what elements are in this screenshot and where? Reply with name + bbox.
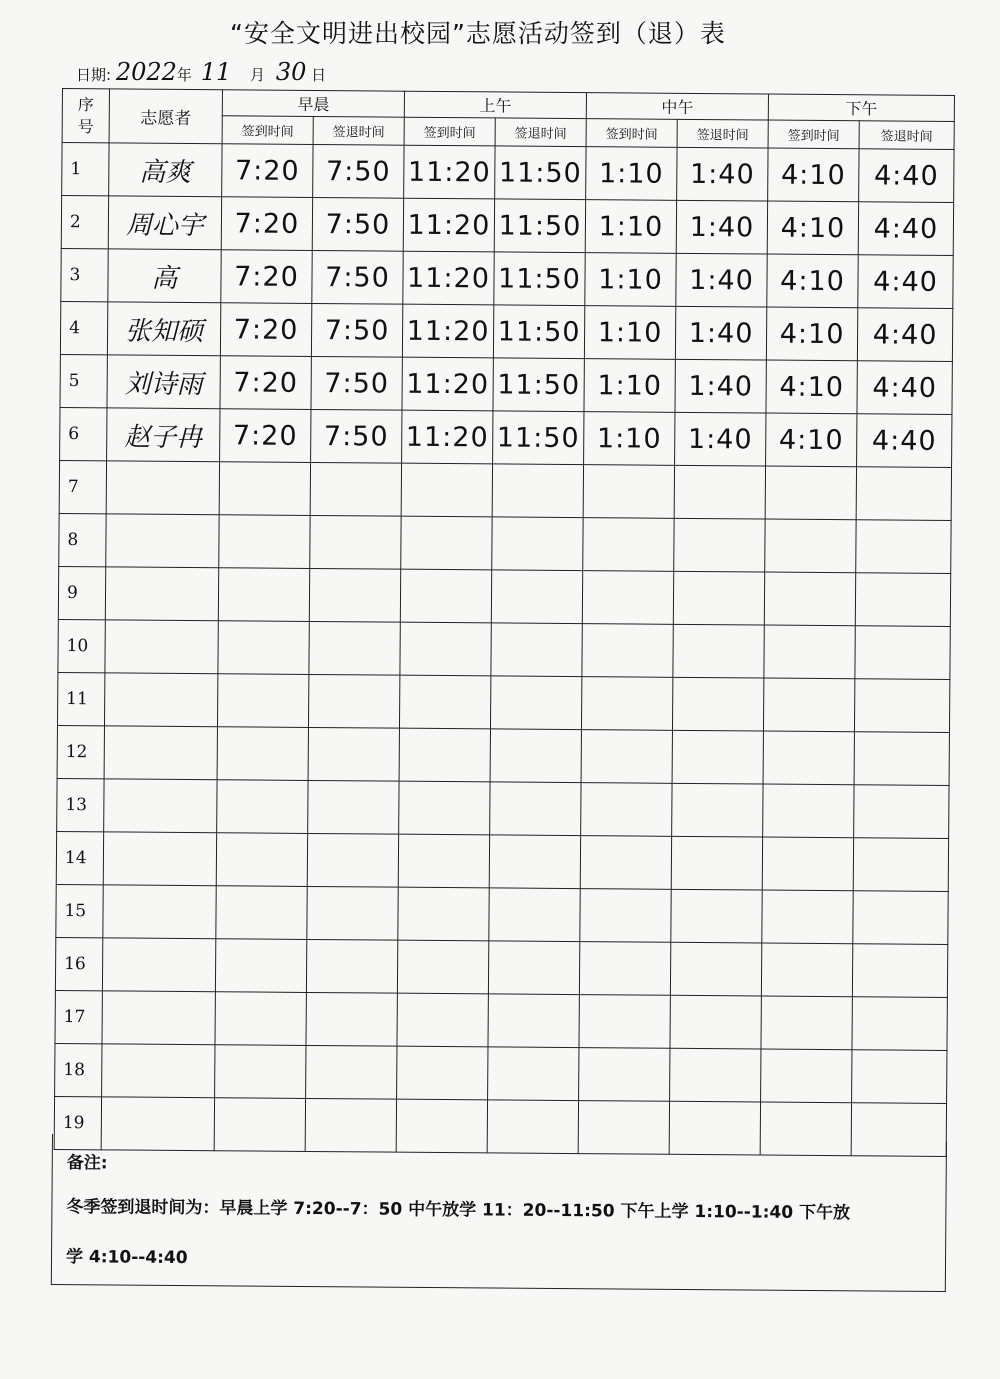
sign-out-time-cell: 4:40 <box>857 308 952 362</box>
sign-in-time-cell: 4:10 <box>768 148 859 202</box>
table-row <box>59 513 951 573</box>
date-label: 日期: <box>76 66 112 84</box>
sign-in-time-cell <box>398 887 489 941</box>
sign-in-time-cell: 7:20 <box>221 197 312 251</box>
volunteer-name <box>105 620 218 674</box>
month-label: 月 <box>250 66 266 84</box>
sign-out-time-cell: 7:50 <box>313 144 404 198</box>
remarks-line-2: 学 4:10--4:40 <box>65 1247 188 1269</box>
sign-out-time-cell <box>854 732 949 786</box>
row-number: 9 <box>58 566 105 619</box>
sign-out-time-cell <box>854 785 949 839</box>
sign-in-time-cell <box>581 783 672 837</box>
row-number: 7 <box>59 460 106 513</box>
table-row <box>56 884 948 944</box>
sign-out-time-cell <box>308 674 399 728</box>
volunteer-name <box>102 938 215 992</box>
sign-out-time-cell <box>670 942 761 996</box>
sign-in-time-cell <box>761 996 852 1050</box>
table-row <box>62 143 954 203</box>
row-number: 12 <box>57 725 104 778</box>
table-row <box>57 725 949 785</box>
sign-in-time-cell <box>215 939 306 993</box>
sign-out-time-cell <box>674 518 765 572</box>
sign-out-time-cell <box>488 994 579 1048</box>
sign-in-time-cell <box>216 886 307 940</box>
sign-in-time-cell: 1:10 <box>584 359 675 413</box>
sign-in-time-cell <box>762 890 853 944</box>
remarks-line-1: 冬季签到退时间为：早晨上学 7:20--7：50 中午放学 11：20--11:50 下午上学 1:10--1:40 下午放 <box>66 1197 851 1224</box>
sign-out-time-cell: 1:40 <box>676 253 767 307</box>
sign-in-time-cell: 11:20 <box>403 251 494 305</box>
sign-in-time-header: 签到时间 <box>222 116 313 145</box>
date-day: 30 <box>275 58 307 86</box>
table-row <box>58 619 950 679</box>
sign-in-time-cell <box>764 625 855 679</box>
sign-in-time-cell <box>763 784 854 838</box>
sign-in-time-cell <box>400 622 491 676</box>
volunteer-name: 高爽 <box>109 143 222 197</box>
sign-out-time-cell <box>492 517 583 571</box>
sign-in-time-cell: 11:20 <box>404 145 495 199</box>
sign-out-time-cell <box>671 889 762 943</box>
sign-out-time-cell <box>489 888 580 942</box>
sign-out-time-cell <box>853 838 948 892</box>
table-body <box>54 143 954 1157</box>
volunteer-name <box>104 726 217 780</box>
table-row <box>58 566 950 626</box>
volunteer-name <box>103 832 216 886</box>
sign-out-time-cell: 1:40 <box>675 412 766 466</box>
sign-in-time-cell: 11:20 <box>403 198 494 252</box>
sign-out-time-cell <box>855 626 950 680</box>
sign-out-time-header: 签退时间 <box>859 121 954 150</box>
sign-in-time-cell <box>217 727 308 781</box>
volunteer-name <box>106 461 219 515</box>
table-row <box>61 248 953 308</box>
sign-in-time-cell <box>761 943 852 997</box>
date-line <box>76 58 326 90</box>
period-header-noon: 中午 <box>586 93 768 120</box>
sign-in-time-cell: 1:10 <box>584 306 675 360</box>
sign-out-time-cell: 4:40 <box>857 414 952 468</box>
sign-in-time-cell <box>765 519 856 573</box>
sign-in-time-cell <box>582 677 673 731</box>
sign-out-time-cell <box>855 573 950 627</box>
sign-in-time-cell <box>215 992 306 1046</box>
row-number: 17 <box>55 990 102 1043</box>
sign-out-time-cell: 7:50 <box>311 356 402 410</box>
table-row <box>57 778 949 838</box>
sign-out-time-cell <box>490 782 581 836</box>
sign-in-time-cell <box>401 463 492 517</box>
sign-out-time-header: 签退时间 <box>677 119 768 148</box>
sign-in-time-cell <box>216 833 307 887</box>
sign-in-time-cell <box>580 889 671 943</box>
sign-in-time-cell <box>765 466 856 520</box>
table-row <box>55 1043 947 1103</box>
sign-out-time-cell <box>670 1048 761 1102</box>
sign-out-time-cell <box>674 465 765 519</box>
sign-in-time-cell: 4:10 <box>766 360 857 414</box>
table-row <box>55 990 947 1050</box>
row-number: 18 <box>55 1043 102 1096</box>
sign-out-time-cell: 11:50 <box>493 305 584 359</box>
sign-in-time-cell: 1:10 <box>585 253 676 307</box>
row-number: 5 <box>60 354 107 407</box>
sign-in-time-cell: 7:20 <box>220 303 311 357</box>
sign-out-time-cell <box>852 997 947 1051</box>
sign-in-time-cell <box>762 837 853 891</box>
sign-in-time-cell <box>217 780 308 834</box>
page-title: “安全文明进出校园”志愿活动签到（退）表 <box>230 19 726 48</box>
sign-in-table <box>54 88 955 1157</box>
sign-out-time-cell: 1:40 <box>677 147 768 201</box>
sign-in-time-header: 签到时间 <box>768 120 859 149</box>
sign-in-time-cell <box>215 1045 306 1099</box>
row-number: 16 <box>55 937 102 990</box>
sign-out-time-cell <box>488 941 579 995</box>
row-number: 8 <box>59 513 106 566</box>
row-number: 6 <box>60 407 107 460</box>
sign-out-time-cell <box>673 677 764 731</box>
sign-in-time-cell <box>217 674 308 728</box>
sign-out-time-cell: 11:50 <box>493 411 584 465</box>
date-year: 2022 <box>115 58 177 86</box>
sign-in-time-cell <box>219 462 310 516</box>
sign-in-time-cell <box>764 678 855 732</box>
remarks-label: 备注: <box>66 1153 108 1174</box>
sign-out-time-cell <box>856 520 951 574</box>
table-row <box>60 354 952 414</box>
sign-out-time-cell: 1:40 <box>675 359 766 413</box>
row-number: 11 <box>57 672 104 725</box>
period-header-afternoon: 下午 <box>768 94 954 121</box>
sign-in-time-cell <box>218 568 309 622</box>
sign-in-time-header: 签到时间 <box>404 117 495 146</box>
sign-in-time-cell: 4:10 <box>766 307 857 361</box>
sign-out-time-cell <box>488 1047 579 1101</box>
sign-out-time-cell <box>308 727 399 781</box>
sign-out-time-cell <box>308 780 399 834</box>
row-number: 15 <box>56 884 103 937</box>
sign-out-time-cell: 7:50 <box>311 409 402 463</box>
sign-in-time-cell <box>579 995 670 1049</box>
table-row <box>61 196 953 256</box>
sign-out-time-cell: 4:40 <box>858 202 953 256</box>
sign-out-time-cell: 7:50 <box>312 197 403 251</box>
sign-out-time-cell <box>489 835 580 889</box>
sign-in-time-cell <box>399 728 490 782</box>
row-number: 1 <box>62 143 109 196</box>
sign-out-time-cell <box>673 571 764 625</box>
sign-in-time-cell <box>579 1048 670 1102</box>
sign-out-time-cell <box>307 886 398 940</box>
row-number: 3 <box>61 248 108 301</box>
sign-in-time-cell: 4:10 <box>767 254 858 308</box>
volunteer-name <box>104 779 217 833</box>
sign-out-time-cell: 7:50 <box>311 303 402 357</box>
volunteer-name: 张知硕 <box>107 302 220 356</box>
table-row <box>56 831 948 891</box>
sign-in-time-cell <box>219 515 310 569</box>
sign-out-time-cell <box>306 1045 397 1099</box>
table-row <box>60 407 952 467</box>
row-number: 14 <box>56 831 103 884</box>
sign-out-time-cell <box>491 623 582 677</box>
sign-out-time-cell <box>672 783 763 837</box>
volunteer-name <box>102 991 215 1045</box>
sign-out-time-cell <box>853 891 948 945</box>
sign-in-time-cell <box>581 730 672 784</box>
sign-out-time-cell <box>492 464 583 518</box>
sign-out-time-header: 签退时间 <box>313 116 404 145</box>
date-month: 11 <box>200 58 232 86</box>
sign-in-time-cell: 11:20 <box>402 357 493 411</box>
sign-in-time-cell <box>397 1046 488 1100</box>
sign-in-time-cell <box>579 942 670 996</box>
table-row <box>55 937 947 997</box>
sign-out-time-cell: 1:40 <box>676 200 767 254</box>
sign-in-time-cell <box>218 621 309 675</box>
table-row <box>59 460 951 520</box>
volunteer-name <box>102 1044 215 1098</box>
sign-in-time-cell: 11:20 <box>402 410 493 464</box>
sign-in-time-cell: 1:10 <box>585 200 676 254</box>
sign-in-time-cell: 7:20 <box>221 250 312 304</box>
sign-out-time-cell: 11:50 <box>494 252 585 306</box>
row-number: 2 <box>61 196 108 249</box>
sign-in-time-cell: 1:10 <box>586 147 677 201</box>
volunteer-name <box>106 514 219 568</box>
sign-out-time-cell <box>852 1050 947 1104</box>
sign-out-time-cell: 4:40 <box>859 149 954 203</box>
sign-out-time-cell <box>491 570 582 624</box>
volunteer-name <box>104 673 217 727</box>
sign-out-time-cell <box>671 836 762 890</box>
sign-out-time-cell <box>307 833 398 887</box>
sign-out-time-cell <box>306 992 397 1046</box>
sign-in-time-cell <box>399 781 490 835</box>
sign-in-time-cell <box>582 624 673 678</box>
sign-in-time-cell: 4:10 <box>767 201 858 255</box>
volunteer-name: 高 <box>108 249 221 303</box>
sign-in-time-cell <box>400 569 491 623</box>
row-number: 19 <box>54 1096 101 1149</box>
sign-out-time-cell: 4:40 <box>857 361 952 415</box>
period-header-morning: 早晨 <box>222 90 404 117</box>
volunteer-name: 刘诗雨 <box>107 355 220 409</box>
sign-in-time-cell <box>761 1049 852 1103</box>
sign-in-time-cell <box>397 993 488 1047</box>
sign-in-time-cell <box>583 518 674 572</box>
sign-in-time-cell: 11:20 <box>402 304 493 358</box>
volunteer-name: 周心宇 <box>108 196 221 250</box>
sign-in-time-cell <box>763 731 854 785</box>
sign-out-time-cell: 11:50 <box>494 199 585 253</box>
table-row <box>60 301 952 361</box>
sign-out-time-cell <box>490 729 581 783</box>
row-number: 4 <box>60 301 107 354</box>
sign-out-time-cell <box>490 676 581 730</box>
sign-out-time-cell: 1:40 <box>675 306 766 360</box>
sign-in-time-cell <box>398 834 489 888</box>
sign-out-time-cell <box>673 624 764 678</box>
sign-in-time-cell <box>401 516 492 570</box>
sign-in-time-cell: 7:20 <box>220 409 311 463</box>
sign-out-time-cell <box>852 944 947 998</box>
sign-in-time-cell <box>582 571 673 625</box>
sign-in-time-cell: 7:20 <box>222 144 313 198</box>
sign-in-time-header: 签到时间 <box>586 119 677 148</box>
sign-in-time-cell: 4:10 <box>766 413 857 467</box>
volunteer-name <box>105 567 218 621</box>
sign-out-time-cell <box>310 515 401 569</box>
sign-out-time-cell <box>309 621 400 675</box>
sign-in-time-cell: 7:20 <box>220 356 311 410</box>
volunteer-name <box>103 885 216 939</box>
sign-in-time-cell: 1:10 <box>584 412 675 466</box>
sign-in-time-cell <box>397 940 488 994</box>
sign-in-time-cell <box>764 572 855 626</box>
sign-out-time-cell: 11:50 <box>495 146 586 200</box>
seq-header: 序号 <box>62 89 109 143</box>
period-header-forenoon: 上午 <box>404 91 586 118</box>
sign-out-time-cell: 7:50 <box>312 250 403 304</box>
row-number: 10 <box>58 619 105 672</box>
sign-out-time-cell <box>855 679 950 733</box>
sign-out-time-cell <box>672 730 763 784</box>
sign-out-time-cell: 4:40 <box>858 255 953 309</box>
sign-out-time-cell <box>309 568 400 622</box>
day-label: 日 <box>311 66 327 84</box>
sign-out-time-cell <box>670 995 761 1049</box>
sign-in-time-cell <box>583 465 674 519</box>
sign-out-time-cell <box>856 467 951 521</box>
year-label: 年 <box>176 66 192 84</box>
sign-out-time-cell: 11:50 <box>493 358 584 412</box>
sign-in-time-cell <box>399 675 490 729</box>
sign-out-time-cell <box>306 939 397 993</box>
remarks-box <box>51 1134 947 1292</box>
row-number: 13 <box>57 778 104 831</box>
sign-out-time-header: 签退时间 <box>495 118 586 147</box>
table-row <box>57 672 949 732</box>
sign-in-time-cell <box>580 836 671 890</box>
sign-out-time-cell <box>310 462 401 516</box>
volunteer-name: 赵子冉 <box>107 408 220 462</box>
volunteer-header: 志愿者 <box>109 89 222 144</box>
